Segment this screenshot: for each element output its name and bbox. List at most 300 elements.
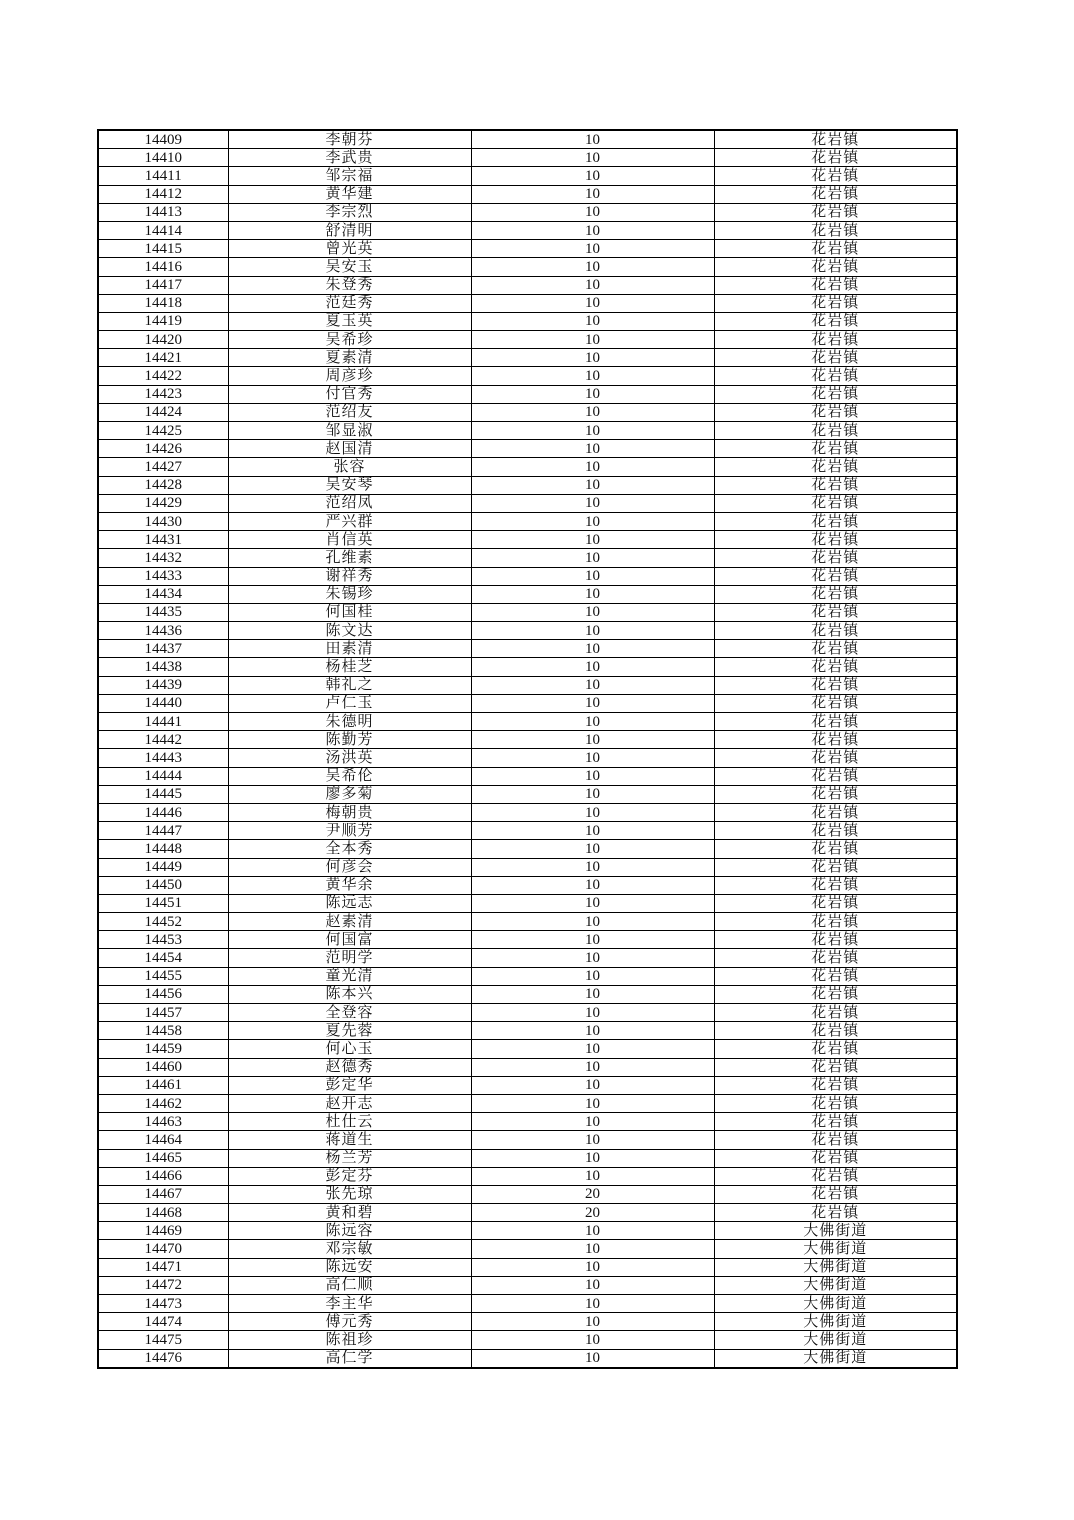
cell-town: 大佛街道 bbox=[714, 1295, 957, 1313]
cell-amount: 10 bbox=[471, 1222, 714, 1240]
cell-town: 花岩镇 bbox=[714, 512, 957, 530]
cell-id: 14447 bbox=[98, 822, 228, 840]
cell-amount: 10 bbox=[471, 276, 714, 294]
cell-amount: 10 bbox=[471, 185, 714, 203]
cell-amount: 10 bbox=[471, 1276, 714, 1294]
table-row bbox=[98, 494, 957, 512]
cell-town: 花岩镇 bbox=[714, 640, 957, 658]
cell-amount: 10 bbox=[471, 876, 714, 894]
cell-town: 花岩镇 bbox=[714, 785, 957, 803]
cell-town: 花岩镇 bbox=[714, 531, 957, 549]
cell-id: 14455 bbox=[98, 967, 228, 985]
cell-amount: 10 bbox=[471, 349, 714, 367]
cell-name: 韩礼之 bbox=[228, 676, 471, 694]
cell-town: 花岩镇 bbox=[714, 422, 957, 440]
cell-amount: 10 bbox=[471, 331, 714, 349]
cell-name: 范廷秀 bbox=[228, 294, 471, 312]
cell-amount: 10 bbox=[471, 713, 714, 731]
cell-id: 14471 bbox=[98, 1258, 228, 1276]
cell-id: 14453 bbox=[98, 931, 228, 949]
cell-amount: 10 bbox=[471, 658, 714, 676]
cell-amount: 10 bbox=[471, 731, 714, 749]
cell-town: 花岩镇 bbox=[714, 331, 957, 349]
cell-name: 梅朝贵 bbox=[228, 803, 471, 821]
cell-name: 黄和碧 bbox=[228, 1204, 471, 1222]
cell-name: 高仁顺 bbox=[228, 1276, 471, 1294]
cell-town: 大佛街道 bbox=[714, 1349, 957, 1368]
cell-name: 彭定华 bbox=[228, 1076, 471, 1094]
cell-town: 花岩镇 bbox=[714, 985, 957, 1003]
cell-name: 夏先蓉 bbox=[228, 1022, 471, 1040]
cell-amount: 10 bbox=[471, 130, 714, 149]
table-row bbox=[98, 385, 957, 403]
cell-amount: 10 bbox=[471, 603, 714, 621]
cell-name: 陈祖珍 bbox=[228, 1331, 471, 1349]
cell-town: 花岩镇 bbox=[714, 167, 957, 185]
cell-amount: 10 bbox=[471, 149, 714, 167]
cell-id: 14417 bbox=[98, 276, 228, 294]
cell-amount: 10 bbox=[471, 1113, 714, 1131]
cell-town: 花岩镇 bbox=[714, 913, 957, 931]
cell-id: 14475 bbox=[98, 1331, 228, 1349]
table-row bbox=[98, 749, 957, 767]
cell-name: 邹宗福 bbox=[228, 167, 471, 185]
cell-town: 花岩镇 bbox=[714, 403, 957, 421]
cell-amount: 10 bbox=[471, 512, 714, 530]
table-row bbox=[98, 1004, 957, 1022]
cell-amount: 10 bbox=[471, 240, 714, 258]
cell-name: 曾光英 bbox=[228, 240, 471, 258]
cell-id: 14427 bbox=[98, 458, 228, 476]
cell-name: 夏玉英 bbox=[228, 312, 471, 330]
cell-id: 14448 bbox=[98, 840, 228, 858]
table-row bbox=[98, 967, 957, 985]
cell-id: 14416 bbox=[98, 258, 228, 276]
cell-id: 14467 bbox=[98, 1185, 228, 1203]
cell-amount: 10 bbox=[471, 622, 714, 640]
cell-amount: 10 bbox=[471, 931, 714, 949]
table-row bbox=[98, 312, 957, 330]
cell-town: 花岩镇 bbox=[714, 349, 957, 367]
cell-town: 花岩镇 bbox=[714, 967, 957, 985]
cell-name: 全登容 bbox=[228, 1004, 471, 1022]
table-row bbox=[98, 658, 957, 676]
cell-name: 田素清 bbox=[228, 640, 471, 658]
cell-town: 花岩镇 bbox=[714, 603, 957, 621]
cell-id: 14462 bbox=[98, 1094, 228, 1112]
cell-id: 14443 bbox=[98, 749, 228, 767]
table-row bbox=[98, 913, 957, 931]
cell-amount: 10 bbox=[471, 549, 714, 567]
cell-amount: 10 bbox=[471, 949, 714, 967]
cell-name: 范绍友 bbox=[228, 403, 471, 421]
cell-amount: 10 bbox=[471, 1058, 714, 1076]
cell-town: 花岩镇 bbox=[714, 203, 957, 221]
cell-name: 付官秀 bbox=[228, 385, 471, 403]
table-row bbox=[98, 1113, 957, 1131]
cell-amount: 10 bbox=[471, 803, 714, 821]
table-row bbox=[98, 1204, 957, 1222]
cell-amount: 10 bbox=[471, 913, 714, 931]
cell-id: 14437 bbox=[98, 640, 228, 658]
cell-name: 黄华建 bbox=[228, 185, 471, 203]
cell-amount: 10 bbox=[471, 1004, 714, 1022]
cell-id: 14466 bbox=[98, 1167, 228, 1185]
cell-id: 14421 bbox=[98, 349, 228, 367]
cell-id: 14445 bbox=[98, 785, 228, 803]
cell-town: 大佛街道 bbox=[714, 1222, 957, 1240]
cell-amount: 10 bbox=[471, 1149, 714, 1167]
table-row bbox=[98, 949, 957, 967]
table-row bbox=[98, 1295, 957, 1313]
cell-name: 李主华 bbox=[228, 1295, 471, 1313]
table-row bbox=[98, 167, 957, 185]
cell-name: 赵国清 bbox=[228, 440, 471, 458]
table-row bbox=[98, 1167, 957, 1185]
cell-amount: 10 bbox=[471, 294, 714, 312]
table-row bbox=[98, 785, 957, 803]
table-row bbox=[98, 858, 957, 876]
cell-amount: 10 bbox=[471, 1295, 714, 1313]
cell-name: 陈本兴 bbox=[228, 985, 471, 1003]
cell-id: 14456 bbox=[98, 985, 228, 1003]
table-row bbox=[98, 149, 957, 167]
cell-id: 14434 bbox=[98, 585, 228, 603]
table-row bbox=[98, 1094, 957, 1112]
table-row bbox=[98, 876, 957, 894]
cell-name: 陈远志 bbox=[228, 894, 471, 912]
cell-town: 花岩镇 bbox=[714, 185, 957, 203]
cell-id: 14418 bbox=[98, 294, 228, 312]
table-row bbox=[98, 403, 957, 421]
cell-town: 花岩镇 bbox=[714, 1149, 957, 1167]
cell-town: 花岩镇 bbox=[714, 676, 957, 694]
table-row bbox=[98, 367, 957, 385]
cell-id: 14414 bbox=[98, 221, 228, 239]
cell-town: 花岩镇 bbox=[714, 149, 957, 167]
cell-amount: 10 bbox=[471, 531, 714, 549]
cell-id: 14420 bbox=[98, 331, 228, 349]
cell-id: 14423 bbox=[98, 385, 228, 403]
cell-id: 14419 bbox=[98, 312, 228, 330]
cell-id: 14432 bbox=[98, 549, 228, 567]
table-row bbox=[98, 767, 957, 785]
table-row bbox=[98, 894, 957, 912]
cell-id: 14430 bbox=[98, 512, 228, 530]
cell-name: 何心玉 bbox=[228, 1040, 471, 1058]
cell-town: 花岩镇 bbox=[714, 803, 957, 821]
cell-town: 花岩镇 bbox=[714, 894, 957, 912]
table-row bbox=[98, 276, 957, 294]
cell-amount: 10 bbox=[471, 1076, 714, 1094]
table-row bbox=[98, 130, 957, 149]
table-row bbox=[98, 1040, 957, 1058]
cell-id: 14424 bbox=[98, 403, 228, 421]
cell-id: 14433 bbox=[98, 567, 228, 585]
table-row bbox=[98, 803, 957, 821]
cell-id: 14440 bbox=[98, 694, 228, 712]
cell-amount: 10 bbox=[471, 1331, 714, 1349]
cell-name: 陈远容 bbox=[228, 1222, 471, 1240]
cell-amount: 10 bbox=[471, 749, 714, 767]
cell-name: 朱锡珍 bbox=[228, 585, 471, 603]
cell-id: 14468 bbox=[98, 1204, 228, 1222]
cell-town: 花岩镇 bbox=[714, 767, 957, 785]
cell-amount: 10 bbox=[471, 494, 714, 512]
cell-id: 14446 bbox=[98, 803, 228, 821]
cell-name: 张容 bbox=[228, 458, 471, 476]
cell-id: 14425 bbox=[98, 422, 228, 440]
cell-id: 14458 bbox=[98, 1022, 228, 1040]
table-row bbox=[98, 294, 957, 312]
table-row bbox=[98, 221, 957, 239]
table-row bbox=[98, 185, 957, 203]
cell-town: 花岩镇 bbox=[714, 312, 957, 330]
table-row bbox=[98, 1240, 957, 1258]
cell-id: 14461 bbox=[98, 1076, 228, 1094]
table-row bbox=[98, 640, 957, 658]
cell-name: 邹显淑 bbox=[228, 422, 471, 440]
cell-name: 范明学 bbox=[228, 949, 471, 967]
cell-name: 朱德明 bbox=[228, 713, 471, 731]
cell-amount: 10 bbox=[471, 767, 714, 785]
cell-amount: 10 bbox=[471, 1349, 714, 1368]
cell-town: 花岩镇 bbox=[714, 130, 957, 149]
cell-amount: 10 bbox=[471, 203, 714, 221]
cell-town: 花岩镇 bbox=[714, 276, 957, 294]
cell-amount: 10 bbox=[471, 458, 714, 476]
cell-name: 赵德秀 bbox=[228, 1058, 471, 1076]
cell-name: 陈文达 bbox=[228, 622, 471, 640]
cell-town: 大佛街道 bbox=[714, 1276, 957, 1294]
cell-id: 14442 bbox=[98, 731, 228, 749]
cell-id: 14422 bbox=[98, 367, 228, 385]
cell-id: 14465 bbox=[98, 1149, 228, 1167]
cell-amount: 10 bbox=[471, 403, 714, 421]
cell-amount: 10 bbox=[471, 221, 714, 239]
cell-town: 大佛街道 bbox=[714, 1313, 957, 1331]
cell-town: 花岩镇 bbox=[714, 458, 957, 476]
table-row bbox=[98, 676, 957, 694]
table-row bbox=[98, 1313, 957, 1331]
cell-town: 大佛街道 bbox=[714, 1258, 957, 1276]
cell-town: 花岩镇 bbox=[714, 1058, 957, 1076]
table-row bbox=[98, 331, 957, 349]
cell-town: 花岩镇 bbox=[714, 567, 957, 585]
cell-amount: 10 bbox=[471, 967, 714, 985]
cell-name: 邓宗敏 bbox=[228, 1240, 471, 1258]
table-row bbox=[98, 240, 957, 258]
cell-town: 花岩镇 bbox=[714, 1131, 957, 1149]
table-row bbox=[98, 512, 957, 530]
cell-id: 14473 bbox=[98, 1295, 228, 1313]
table-row bbox=[98, 531, 957, 549]
cell-town: 花岩镇 bbox=[714, 1076, 957, 1094]
cell-town: 花岩镇 bbox=[714, 294, 957, 312]
cell-amount: 10 bbox=[471, 985, 714, 1003]
cell-town: 花岩镇 bbox=[714, 1167, 957, 1185]
cell-name: 肖信英 bbox=[228, 531, 471, 549]
cell-town: 花岩镇 bbox=[714, 494, 957, 512]
cell-town: 花岩镇 bbox=[714, 1022, 957, 1040]
cell-id: 14449 bbox=[98, 858, 228, 876]
table-row bbox=[98, 1258, 957, 1276]
cell-name: 吴安琴 bbox=[228, 476, 471, 494]
cell-town: 花岩镇 bbox=[714, 1004, 957, 1022]
cell-town: 花岩镇 bbox=[714, 658, 957, 676]
table-row bbox=[98, 258, 957, 276]
cell-amount: 10 bbox=[471, 858, 714, 876]
table-row bbox=[98, 603, 957, 621]
table-row bbox=[98, 985, 957, 1003]
cell-id: 14429 bbox=[98, 494, 228, 512]
cell-town: 花岩镇 bbox=[714, 385, 957, 403]
table-row bbox=[98, 931, 957, 949]
cell-name: 廖多菊 bbox=[228, 785, 471, 803]
cell-amount: 10 bbox=[471, 822, 714, 840]
cell-id: 14411 bbox=[98, 167, 228, 185]
cell-town: 花岩镇 bbox=[714, 840, 957, 858]
cell-town: 花岩镇 bbox=[714, 713, 957, 731]
cell-town: 花岩镇 bbox=[714, 1113, 957, 1131]
table-row bbox=[98, 1349, 957, 1368]
cell-town: 花岩镇 bbox=[714, 440, 957, 458]
cell-id: 14474 bbox=[98, 1313, 228, 1331]
cell-amount: 10 bbox=[471, 1167, 714, 1185]
cell-name: 李宗烈 bbox=[228, 203, 471, 221]
cell-amount: 10 bbox=[471, 676, 714, 694]
cell-name: 赵素清 bbox=[228, 913, 471, 931]
cell-id: 14452 bbox=[98, 913, 228, 931]
cell-town: 花岩镇 bbox=[714, 622, 957, 640]
cell-name: 谢祥秀 bbox=[228, 567, 471, 585]
cell-amount: 10 bbox=[471, 1131, 714, 1149]
roster-table bbox=[97, 129, 958, 1369]
table-row bbox=[98, 694, 957, 712]
cell-id: 14464 bbox=[98, 1131, 228, 1149]
table-row bbox=[98, 458, 957, 476]
cell-id: 14463 bbox=[98, 1113, 228, 1131]
cell-town: 花岩镇 bbox=[714, 367, 957, 385]
cell-id: 14457 bbox=[98, 1004, 228, 1022]
cell-id: 14470 bbox=[98, 1240, 228, 1258]
cell-amount: 10 bbox=[471, 258, 714, 276]
table-row bbox=[98, 585, 957, 603]
table-row bbox=[98, 422, 957, 440]
cell-amount: 10 bbox=[471, 385, 714, 403]
cell-id: 14410 bbox=[98, 149, 228, 167]
cell-amount: 10 bbox=[471, 440, 714, 458]
cell-id: 14436 bbox=[98, 622, 228, 640]
cell-name: 何国桂 bbox=[228, 603, 471, 621]
cell-name: 周彦珍 bbox=[228, 367, 471, 385]
cell-id: 14476 bbox=[98, 1349, 228, 1368]
table-row bbox=[98, 731, 957, 749]
cell-amount: 10 bbox=[471, 1258, 714, 1276]
table-row bbox=[98, 1131, 957, 1149]
cell-town: 大佛街道 bbox=[714, 1331, 957, 1349]
cell-amount: 10 bbox=[471, 476, 714, 494]
cell-id: 14412 bbox=[98, 185, 228, 203]
table-row bbox=[98, 1076, 957, 1094]
cell-id: 14426 bbox=[98, 440, 228, 458]
cell-amount: 10 bbox=[471, 312, 714, 330]
cell-amount: 10 bbox=[471, 1022, 714, 1040]
cell-name: 杨桂芝 bbox=[228, 658, 471, 676]
cell-id: 14460 bbox=[98, 1058, 228, 1076]
cell-id: 14472 bbox=[98, 1276, 228, 1294]
cell-name: 李朝芬 bbox=[228, 130, 471, 149]
cell-name: 黄华余 bbox=[228, 876, 471, 894]
cell-name: 吴希珍 bbox=[228, 331, 471, 349]
table-row bbox=[98, 1022, 957, 1040]
table-row bbox=[98, 549, 957, 567]
cell-town: 花岩镇 bbox=[714, 1094, 957, 1112]
cell-name: 舒清明 bbox=[228, 221, 471, 239]
cell-amount: 10 bbox=[471, 694, 714, 712]
cell-amount: 10 bbox=[471, 1040, 714, 1058]
cell-name: 蒋道生 bbox=[228, 1131, 471, 1149]
cell-amount: 10 bbox=[471, 640, 714, 658]
cell-name: 李武贵 bbox=[228, 149, 471, 167]
cell-town: 花岩镇 bbox=[714, 749, 957, 767]
cell-name: 傅元秀 bbox=[228, 1313, 471, 1331]
table-row bbox=[98, 713, 957, 731]
cell-amount: 20 bbox=[471, 1204, 714, 1222]
cell-name: 陈勤芳 bbox=[228, 731, 471, 749]
cell-name: 彭定芬 bbox=[228, 1167, 471, 1185]
cell-id: 14415 bbox=[98, 240, 228, 258]
cell-name: 孔维素 bbox=[228, 549, 471, 567]
table-row bbox=[98, 1058, 957, 1076]
cell-name: 赵开志 bbox=[228, 1094, 471, 1112]
table-row bbox=[98, 203, 957, 221]
cell-name: 尹顺芳 bbox=[228, 822, 471, 840]
table-row bbox=[98, 567, 957, 585]
cell-name: 何彦会 bbox=[228, 858, 471, 876]
table-row bbox=[98, 840, 957, 858]
table-row bbox=[98, 1149, 957, 1167]
roster-table-body bbox=[98, 130, 957, 1368]
cell-name: 何国富 bbox=[228, 931, 471, 949]
cell-town: 花岩镇 bbox=[714, 731, 957, 749]
cell-id: 14451 bbox=[98, 894, 228, 912]
cell-amount: 10 bbox=[471, 567, 714, 585]
cell-name: 高仁学 bbox=[228, 1349, 471, 1368]
cell-town: 花岩镇 bbox=[714, 1204, 957, 1222]
cell-amount: 10 bbox=[471, 422, 714, 440]
cell-id: 14439 bbox=[98, 676, 228, 694]
cell-name: 卢仁玉 bbox=[228, 694, 471, 712]
cell-name: 杜仕云 bbox=[228, 1113, 471, 1131]
cell-name: 范绍凤 bbox=[228, 494, 471, 512]
table-row bbox=[98, 349, 957, 367]
cell-id: 14435 bbox=[98, 603, 228, 621]
cell-amount: 10 bbox=[471, 367, 714, 385]
cell-id: 14428 bbox=[98, 476, 228, 494]
cell-id: 14454 bbox=[98, 949, 228, 967]
table-row bbox=[98, 622, 957, 640]
table-row bbox=[98, 440, 957, 458]
table-row bbox=[98, 1185, 957, 1203]
cell-amount: 20 bbox=[471, 1185, 714, 1203]
cell-name: 严兴群 bbox=[228, 512, 471, 530]
cell-town: 花岩镇 bbox=[714, 240, 957, 258]
cell-id: 14450 bbox=[98, 876, 228, 894]
cell-name: 全本秀 bbox=[228, 840, 471, 858]
cell-name: 杨兰芳 bbox=[228, 1149, 471, 1167]
cell-id: 14459 bbox=[98, 1040, 228, 1058]
